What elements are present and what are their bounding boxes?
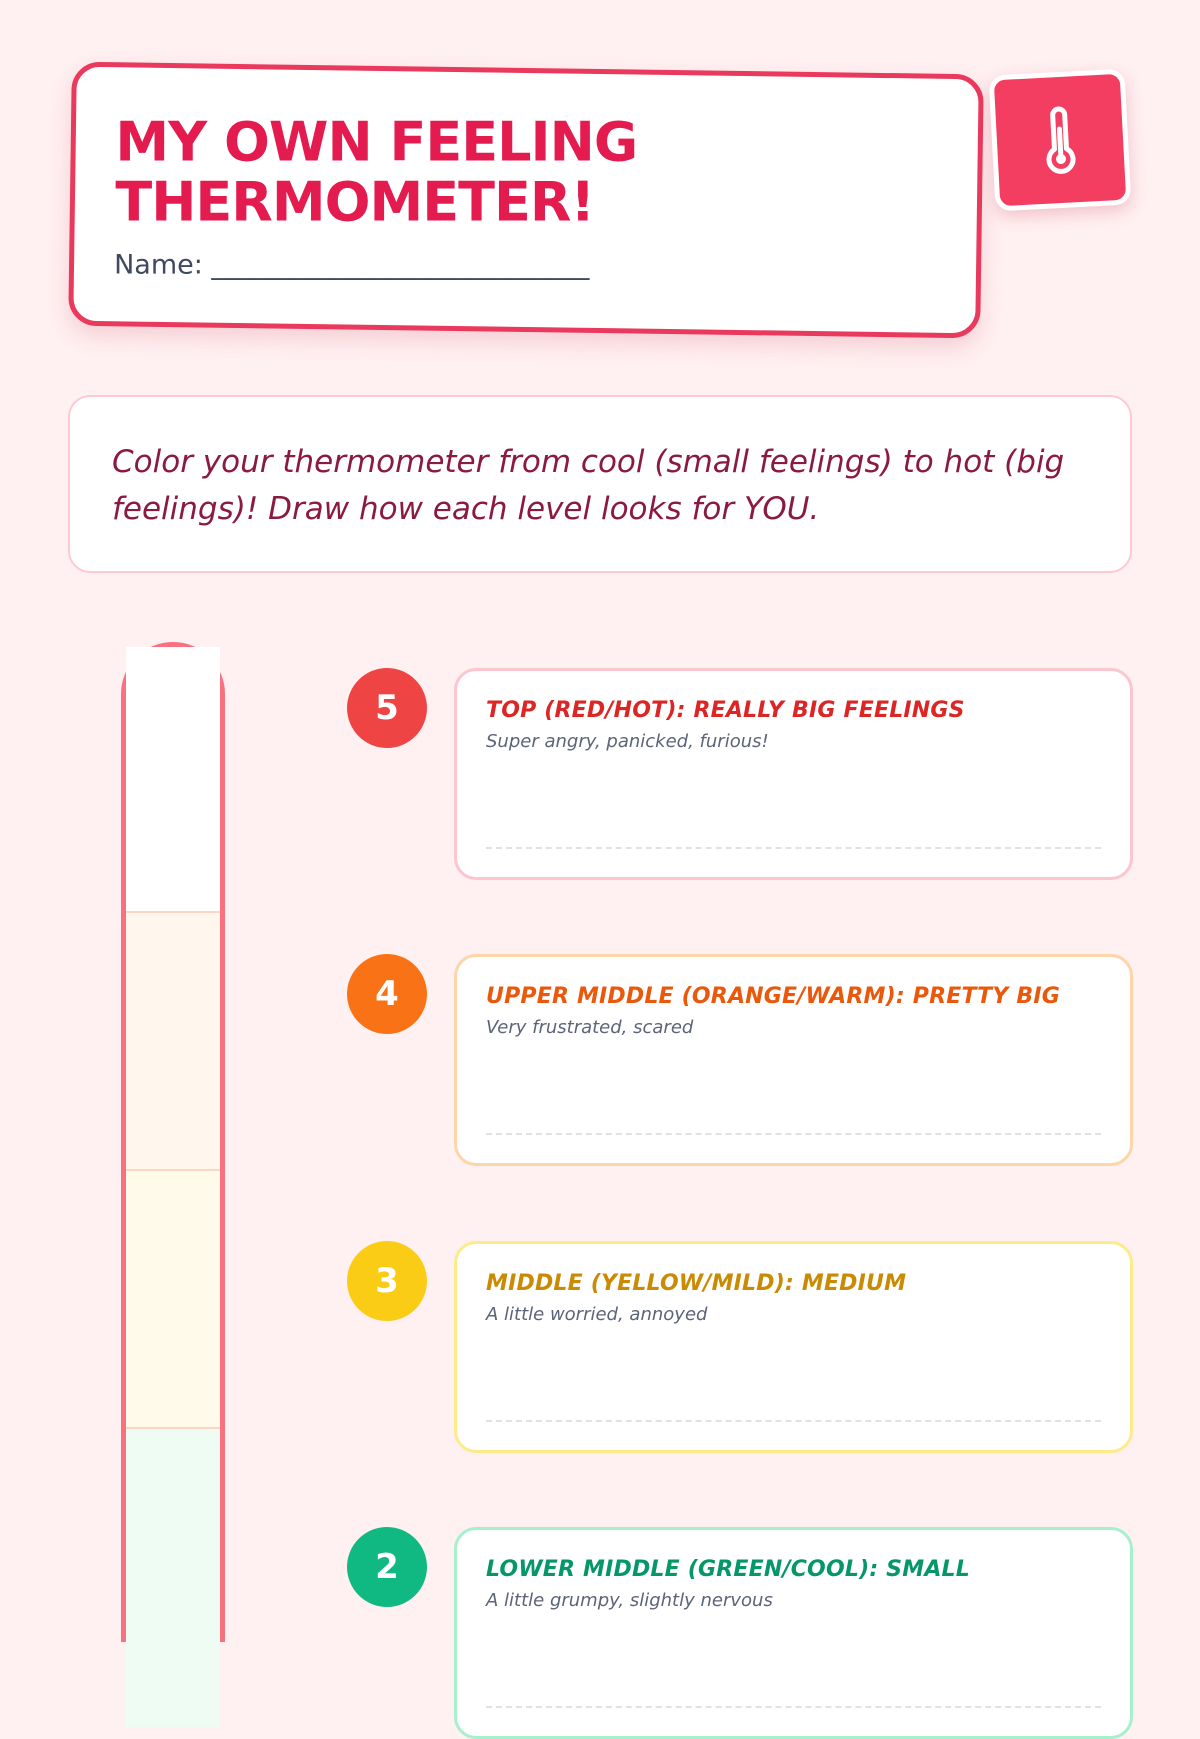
drawing-line[interactable] — [486, 1706, 1101, 1708]
level-title: MIDDLE (YELLOW/MILD): MEDIUM — [486, 1271, 907, 1296]
level-description: Very frustrated, scared — [486, 1017, 694, 1038]
level-3-badge — [347, 1241, 427, 1321]
level-5-badge — [347, 668, 427, 748]
level-title: TOP (RED/HOT): REALLY BIG FEELINGS — [486, 698, 965, 723]
tube-segment-level-2[interactable] — [126, 1427, 220, 1727]
thermometer-badge — [989, 69, 1132, 212]
drawing-line[interactable] — [486, 1133, 1101, 1135]
level-title: UPPER MIDDLE (ORANGE/WARM): PRETTY BIG — [486, 984, 1060, 1009]
tube-segment-level-4[interactable] — [126, 911, 220, 1169]
instructions-text: Color your thermometer from cool (small feelings) to hot (big feelings)! Draw how each level looks for YOU. — [112, 444, 1065, 527]
level-4-card[interactable] — [454, 954, 1133, 1166]
level-number: 5 — [375, 688, 399, 728]
level-4-badge — [347, 954, 427, 1034]
thermometer-icon — [1038, 106, 1081, 174]
header-card — [68, 62, 984, 339]
thermometer-tube[interactable] — [121, 642, 225, 1642]
drawing-line[interactable] — [486, 847, 1101, 849]
level-2-card[interactable] — [454, 1527, 1133, 1739]
level-number: 3 — [375, 1261, 399, 1301]
tube-segment-level-5[interactable] — [126, 647, 220, 911]
level-description: Super angry, panicked, furious! — [486, 731, 769, 752]
level-5-card[interactable] — [454, 668, 1133, 880]
level-description: A little grumpy, slightly nervous — [486, 1590, 773, 1611]
name-field-label: Name: ____________________________ — [114, 249, 590, 281]
level-number: 2 — [375, 1547, 399, 1587]
level-number: 4 — [375, 974, 399, 1014]
level-title: LOWER MIDDLE (GREEN/COOL): SMALL — [486, 1557, 970, 1582]
level-2-badge — [347, 1527, 427, 1607]
page-title: MY OWN FEELING THERMOMETER! — [115, 110, 638, 234]
tube-segment-level-3[interactable] — [126, 1169, 220, 1427]
drawing-line[interactable] — [486, 1420, 1101, 1422]
instructions-box — [68, 395, 1132, 573]
level-description: A little worried, annoyed — [486, 1304, 708, 1325]
level-3-card[interactable] — [454, 1241, 1133, 1453]
